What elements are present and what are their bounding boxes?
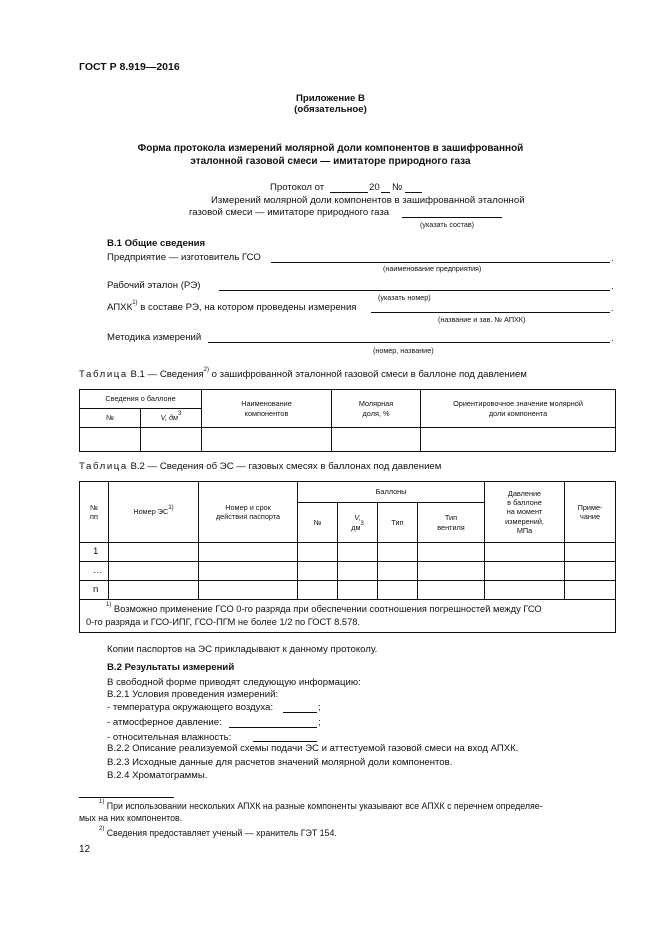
standard-hint: (указать номер) (378, 293, 431, 302)
protocol-number-blank (405, 192, 422, 193)
method-hint: (номер, название) (373, 346, 434, 355)
apkh-hint: (название и зав. № АПХК) (438, 315, 526, 324)
protocol-year-label: 20 (369, 182, 380, 193)
enterprise-label: Предприятие — изготовитель ГСО (107, 252, 261, 263)
apkh-label: АПХК$^{1)}$ в составе РЭ, на котором проведены измерения (107, 300, 357, 313)
table2-header-pressure: Давление в баллоне на момент измерений, МПа (485, 482, 565, 543)
method-period: . (611, 333, 614, 344)
table1-header-no: № (80, 409, 141, 428)
apkh-blank (371, 312, 610, 313)
apkh-period: . (611, 303, 614, 314)
protocol-line3: газовой смеси — имитаторе природного газа (189, 207, 390, 218)
enterprise-hint: (наименование предприятия) (383, 264, 482, 273)
section1-title: В.1 Общие сведения (107, 238, 206, 249)
table-row (80, 581, 616, 600)
page-number: 12 (79, 844, 91, 855)
composition-hint: (указать состав) (420, 220, 475, 229)
table1-header-names: Наименование компонентов (202, 390, 332, 428)
standard-label: Рабочий эталон (РЭ) (107, 280, 201, 291)
section2-clause3: В.2.3 Исходные данные для расчетов значений молярной доли компонентов. (107, 757, 453, 768)
table2 (79, 481, 616, 633)
protocol-date-blank (330, 192, 368, 193)
section2-intro: В свободной форме приводят следующую информацию: (107, 677, 361, 688)
table2-header-no: № пп (80, 482, 109, 543)
table1-cell (421, 428, 616, 452)
row-number: n (80, 581, 109, 600)
table2-header-cylinders: Баллоны (298, 482, 485, 503)
pressure-semicolon: ; (318, 717, 321, 728)
form-title-line2: эталонной газовой смеси — имитаторе природного газа (190, 156, 471, 167)
form-title-line1: Форма протокола измерений молярной доли компонентов в зашифрованной (137, 143, 524, 154)
method-label: Методика измерений (107, 332, 202, 343)
temperature-label: - температура окружающего воздуха: (107, 702, 274, 713)
table2-header-cyl-type: Тип (378, 503, 418, 543)
table1-header-volume: V, $дм^3$ (141, 409, 202, 428)
enterprise-blank (271, 262, 610, 263)
humidity-label: - относительная влажность: (107, 732, 232, 743)
copies-note: Копии паспортов на ЭС прикладывают к данному протоколу. (107, 644, 378, 655)
pressure-label: - атмосферное давление: (107, 717, 222, 728)
standard-header: ГОСТ Р 8.919—2016 (79, 61, 180, 73)
footnote-1-cont: мых на них компонентов. (79, 813, 183, 823)
protocol-line2: Измерений молярной доли компонентов в зашифрованной эталонной (211, 195, 525, 206)
section2-clause1: В.2.1 Условия проведения измерений: (107, 689, 279, 700)
section2-title: В.2 Результаты измерений (107, 662, 235, 673)
footnote-1: $^{1)}$ При использовании нескольких АПХК на разные компоненты указывают все АПХК с перечнем определяе- (99, 799, 543, 811)
table1-cell (141, 428, 202, 452)
row-number: 1 (80, 543, 109, 562)
section2-clause4: В.2.4 Хроматограммы. (107, 770, 208, 781)
appendix-subtitle: (обязательное) (294, 104, 367, 115)
protocol-date-label: Протокол от (270, 182, 325, 193)
table2-footnote: $^{1)}$ Возможно применение ГСО 0-го разряда при обеспечении соотношения погрешностей между ГСО 0-го разряда и ГСО-ИПГ, ГСО-ПГМ не более 1/2 по ГОСТ 8.578. (80, 600, 616, 633)
table-row (80, 562, 616, 581)
table1 (79, 389, 616, 452)
temperature-blank (283, 712, 317, 713)
footnote-separator (79, 797, 174, 798)
composition-blank (402, 217, 502, 218)
table2-header-note: Приме- чание (565, 482, 616, 543)
standard-blank (219, 290, 610, 291)
table1-caption: Таблица В.1 — Сведения$^{2)}$ о зашифрованной эталонной газовой смеси в баллоне под давлением (79, 367, 527, 380)
temperature-semicolon: ; (318, 702, 321, 713)
humidity-blank (253, 741, 317, 742)
table2-header-cyl-valve: Тип вентиля (418, 503, 485, 543)
table1-header-approx: Ориентировочное значение молярной доли компонента (421, 390, 616, 428)
section2-clause2: В.2.2 Описание реализуемой схемы подачи ЭС и аттестуемой газовой смеси на вход АПХК. (107, 743, 519, 754)
pressure-blank (229, 727, 317, 728)
method-blank (208, 342, 610, 343)
enterprise-period: . (611, 253, 614, 264)
row-number: … (80, 562, 109, 581)
footnote-2: $^{2)}$ Сведения предоставляет ученый — хранитель ГЭТ 154. (99, 826, 337, 838)
table1-cell (80, 428, 141, 452)
table2-header-cyl-no: № (298, 503, 338, 543)
protocol-year-blank (381, 192, 390, 193)
table2-header-cyl-volume: V, $дм^3$ (338, 503, 378, 543)
table1-cell (332, 428, 421, 452)
table2-header-passport: Номер и срок действия паспорта (199, 482, 298, 543)
table-row (80, 543, 616, 562)
table2-header-es: Номер ЭС$^{1)}$ (109, 482, 199, 543)
table1-header-cylinder: Сведения о баллоне (80, 390, 202, 409)
table1-cell (202, 428, 332, 452)
table1-header-molar: Молярная доля, % (332, 390, 421, 428)
protocol-number-label: № (392, 182, 403, 193)
appendix-title: Приложение В (296, 93, 365, 104)
standard-period: . (611, 281, 614, 292)
table2-caption: Таблица В.2 — Сведения об ЭС — газовых смесях в баллонах под давлением (79, 461, 442, 472)
